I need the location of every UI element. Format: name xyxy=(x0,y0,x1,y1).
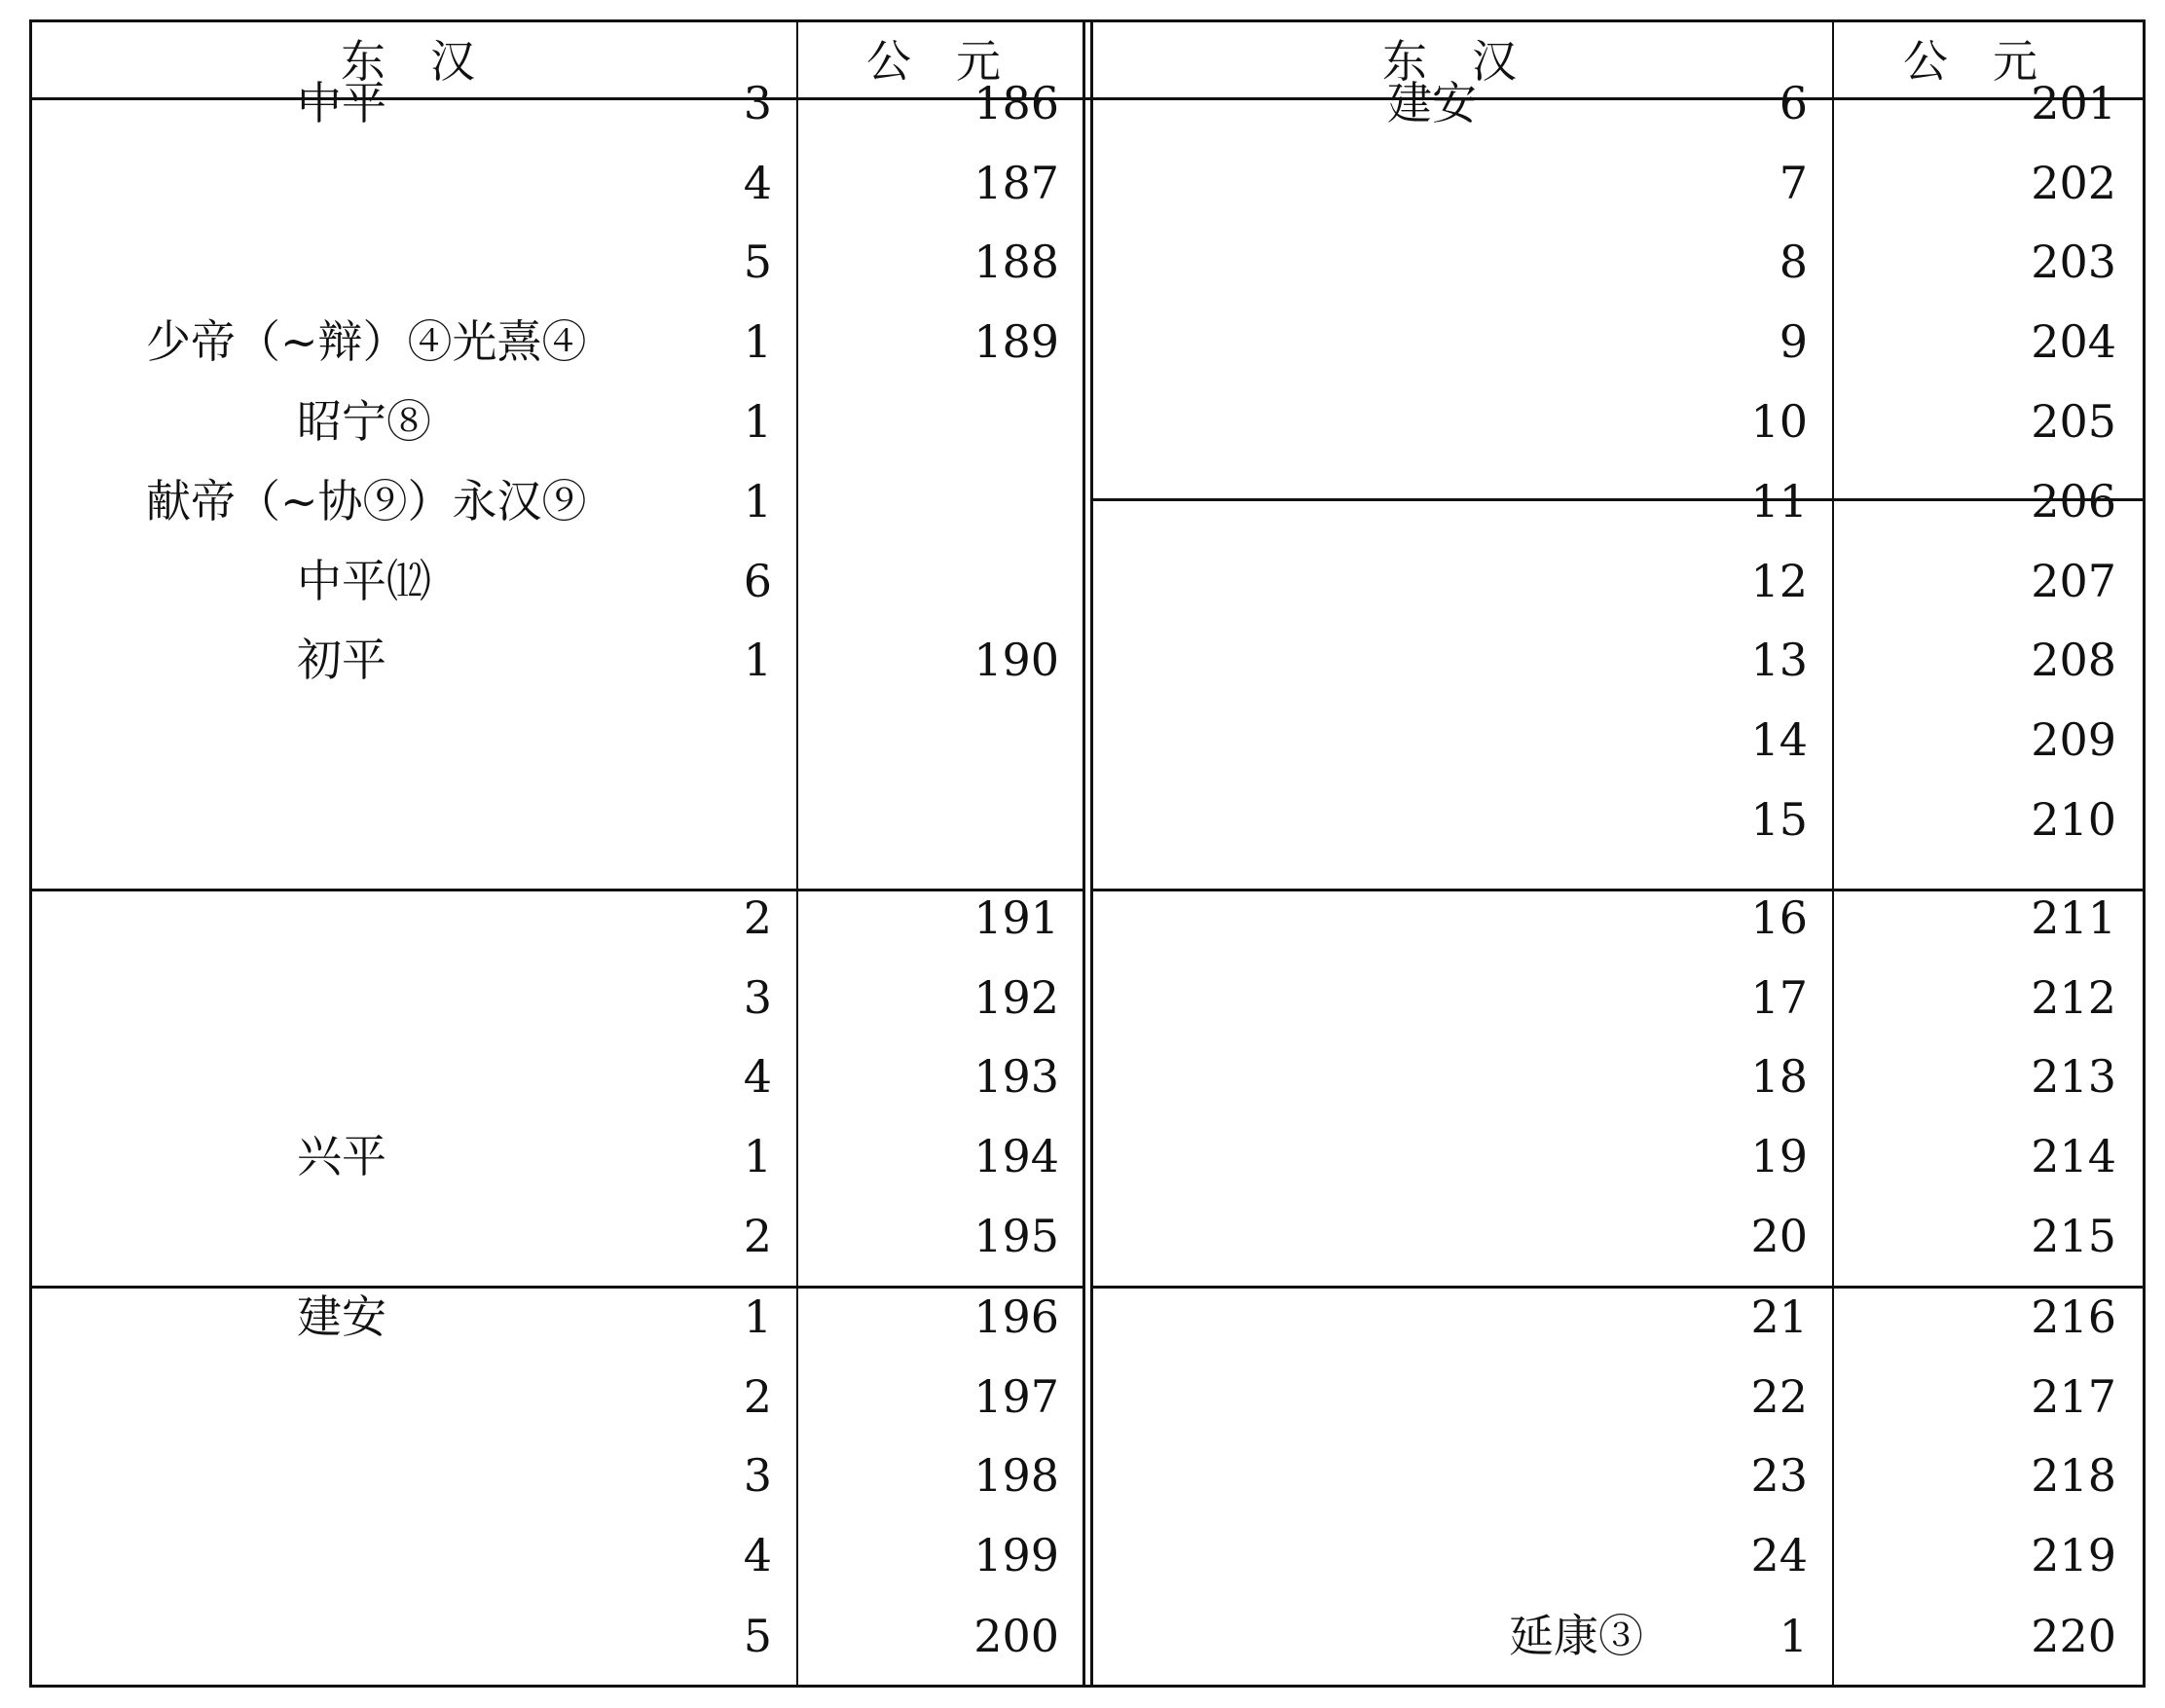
left-regnal-year: 2 xyxy=(743,1210,772,1262)
left-era-name: 少帝（~辩）④光熹④ xyxy=(146,315,587,368)
left-era-name: 建安 xyxy=(297,1290,386,1343)
left-ad-year: 200 xyxy=(973,1610,1059,1662)
right-ad-year: 217 xyxy=(2031,1370,2116,1423)
right-year-ad-divider xyxy=(1832,19,1834,1688)
left-ad-year: 187 xyxy=(973,157,1059,209)
left-section-rule-2 xyxy=(29,1286,1084,1289)
right-ad-year: 212 xyxy=(2031,971,2116,1024)
center-double-divider-b xyxy=(1090,19,1093,1688)
left-ad-year: 199 xyxy=(973,1529,1059,1581)
right-ad-year: 220 xyxy=(2031,1610,2116,1662)
left-ad-header: 公 元 xyxy=(866,35,1001,88)
right-regnal-year: 15 xyxy=(1750,793,1808,846)
left-regnal-year: 1 xyxy=(743,475,772,527)
right-ad-year: 203 xyxy=(2031,236,2116,288)
right-section-rule-3 xyxy=(1090,1286,2146,1289)
right-ad-year: 214 xyxy=(2031,1130,2116,1182)
right-regnal-year: 7 xyxy=(1779,157,1808,209)
center-double-divider-a xyxy=(1082,19,1085,1688)
left-ad-year: 186 xyxy=(973,77,1059,129)
right-regnal-year: 17 xyxy=(1750,971,1808,1024)
right-ad-year: 206 xyxy=(2031,475,2116,527)
right-ad-year: 201 xyxy=(2031,77,2116,129)
right-regnal-year: 14 xyxy=(1750,713,1808,766)
right-regnal-year: 16 xyxy=(1750,891,1808,944)
left-ad-year: 194 xyxy=(973,1130,1059,1182)
right-ad-year: 216 xyxy=(2031,1290,2116,1343)
right-era-name: 建安 xyxy=(1387,77,1477,129)
left-regnal-year: 1 xyxy=(743,1290,772,1343)
left-ad-year: 188 xyxy=(973,236,1059,288)
right-ad-year: 205 xyxy=(2031,395,2116,448)
right-section-rule-2 xyxy=(1090,889,2146,891)
left-regnal-year: 6 xyxy=(743,555,772,607)
left-regnal-year: 1 xyxy=(743,634,772,686)
right-regnal-year: 13 xyxy=(1750,634,1808,686)
left-era-name: 昭宁⑧ xyxy=(297,395,431,448)
right-regnal-year: 12 xyxy=(1750,555,1808,607)
right-regnal-year: 10 xyxy=(1750,395,1808,448)
right-ad-year: 219 xyxy=(2031,1529,2116,1581)
left-era-name: 中平 xyxy=(297,77,386,129)
right-regnal-year: 19 xyxy=(1750,1130,1808,1182)
right-regnal-year: 23 xyxy=(1750,1449,1808,1502)
left-regnal-year: 3 xyxy=(743,77,772,129)
right-regnal-year: 9 xyxy=(1779,315,1808,368)
right-era-name: 延康③ xyxy=(1509,1610,1643,1662)
right-regnal-year: 20 xyxy=(1750,1210,1808,1262)
right-regnal-year: 11 xyxy=(1750,475,1808,527)
left-regnal-year: 3 xyxy=(743,971,772,1024)
left-regnal-year: 4 xyxy=(743,1050,772,1103)
left-era-name: 中平⑿ xyxy=(297,555,431,607)
right-ad-year: 218 xyxy=(2031,1449,2116,1502)
left-regnal-year: 1 xyxy=(743,395,772,448)
left-section-rule-1 xyxy=(29,889,1084,891)
right-ad-year: 204 xyxy=(2031,315,2116,368)
left-regnal-year: 1 xyxy=(743,1130,772,1182)
right-ad-year: 202 xyxy=(2031,157,2116,209)
left-regnal-year: 1 xyxy=(743,315,772,368)
left-regnal-year: 5 xyxy=(743,1610,772,1662)
right-regnal-year: 1 xyxy=(1779,1610,1808,1662)
left-regnal-year: 4 xyxy=(743,157,772,209)
left-regnal-year: 3 xyxy=(743,1449,772,1502)
right-regnal-year: 8 xyxy=(1779,236,1808,288)
right-ad-year: 213 xyxy=(2031,1050,2116,1103)
left-regnal-year: 5 xyxy=(743,236,772,288)
right-ad-year: 211 xyxy=(2031,891,2116,944)
left-year-ad-divider xyxy=(796,19,798,1688)
left-ad-year: 198 xyxy=(973,1449,1059,1502)
left-ad-year: 196 xyxy=(973,1290,1059,1343)
left-ad-year: 190 xyxy=(973,634,1059,686)
left-era-name: 兴平 xyxy=(297,1130,386,1182)
right-ad-year: 209 xyxy=(2031,713,2116,766)
left-regnal-year: 4 xyxy=(743,1529,772,1581)
right-regnal-year: 22 xyxy=(1750,1370,1808,1423)
left-ad-year: 189 xyxy=(973,315,1059,368)
left-regnal-year: 2 xyxy=(743,891,772,944)
right-regnal-year: 21 xyxy=(1750,1290,1808,1343)
right-ad-year: 207 xyxy=(2031,555,2116,607)
right-ad-year: 208 xyxy=(2031,634,2116,686)
left-era-name: 献帝（~协⑨）永汉⑨ xyxy=(146,475,587,527)
left-ad-year: 195 xyxy=(973,1210,1059,1262)
left-ad-year: 192 xyxy=(973,971,1059,1024)
left-ad-year: 191 xyxy=(973,891,1059,944)
right-dynasty-header: 东 汉 xyxy=(1382,35,1517,88)
left-regnal-year: 2 xyxy=(743,1370,772,1423)
chronology-table xyxy=(29,19,2146,1688)
right-ad-year: 215 xyxy=(2031,1210,2116,1262)
left-ad-year: 193 xyxy=(973,1050,1059,1103)
right-ad-year: 210 xyxy=(2031,793,2116,846)
left-era-name: 初平 xyxy=(297,634,386,686)
left-dynasty-header: 东 汉 xyxy=(341,35,475,88)
table-frame xyxy=(29,19,2146,1688)
right-regnal-year: 18 xyxy=(1750,1050,1808,1103)
left-ad-year: 197 xyxy=(973,1370,1059,1423)
right-regnal-year: 6 xyxy=(1779,77,1808,129)
right-regnal-year: 24 xyxy=(1750,1529,1808,1581)
right-ad-header: 公 元 xyxy=(1903,35,2037,88)
